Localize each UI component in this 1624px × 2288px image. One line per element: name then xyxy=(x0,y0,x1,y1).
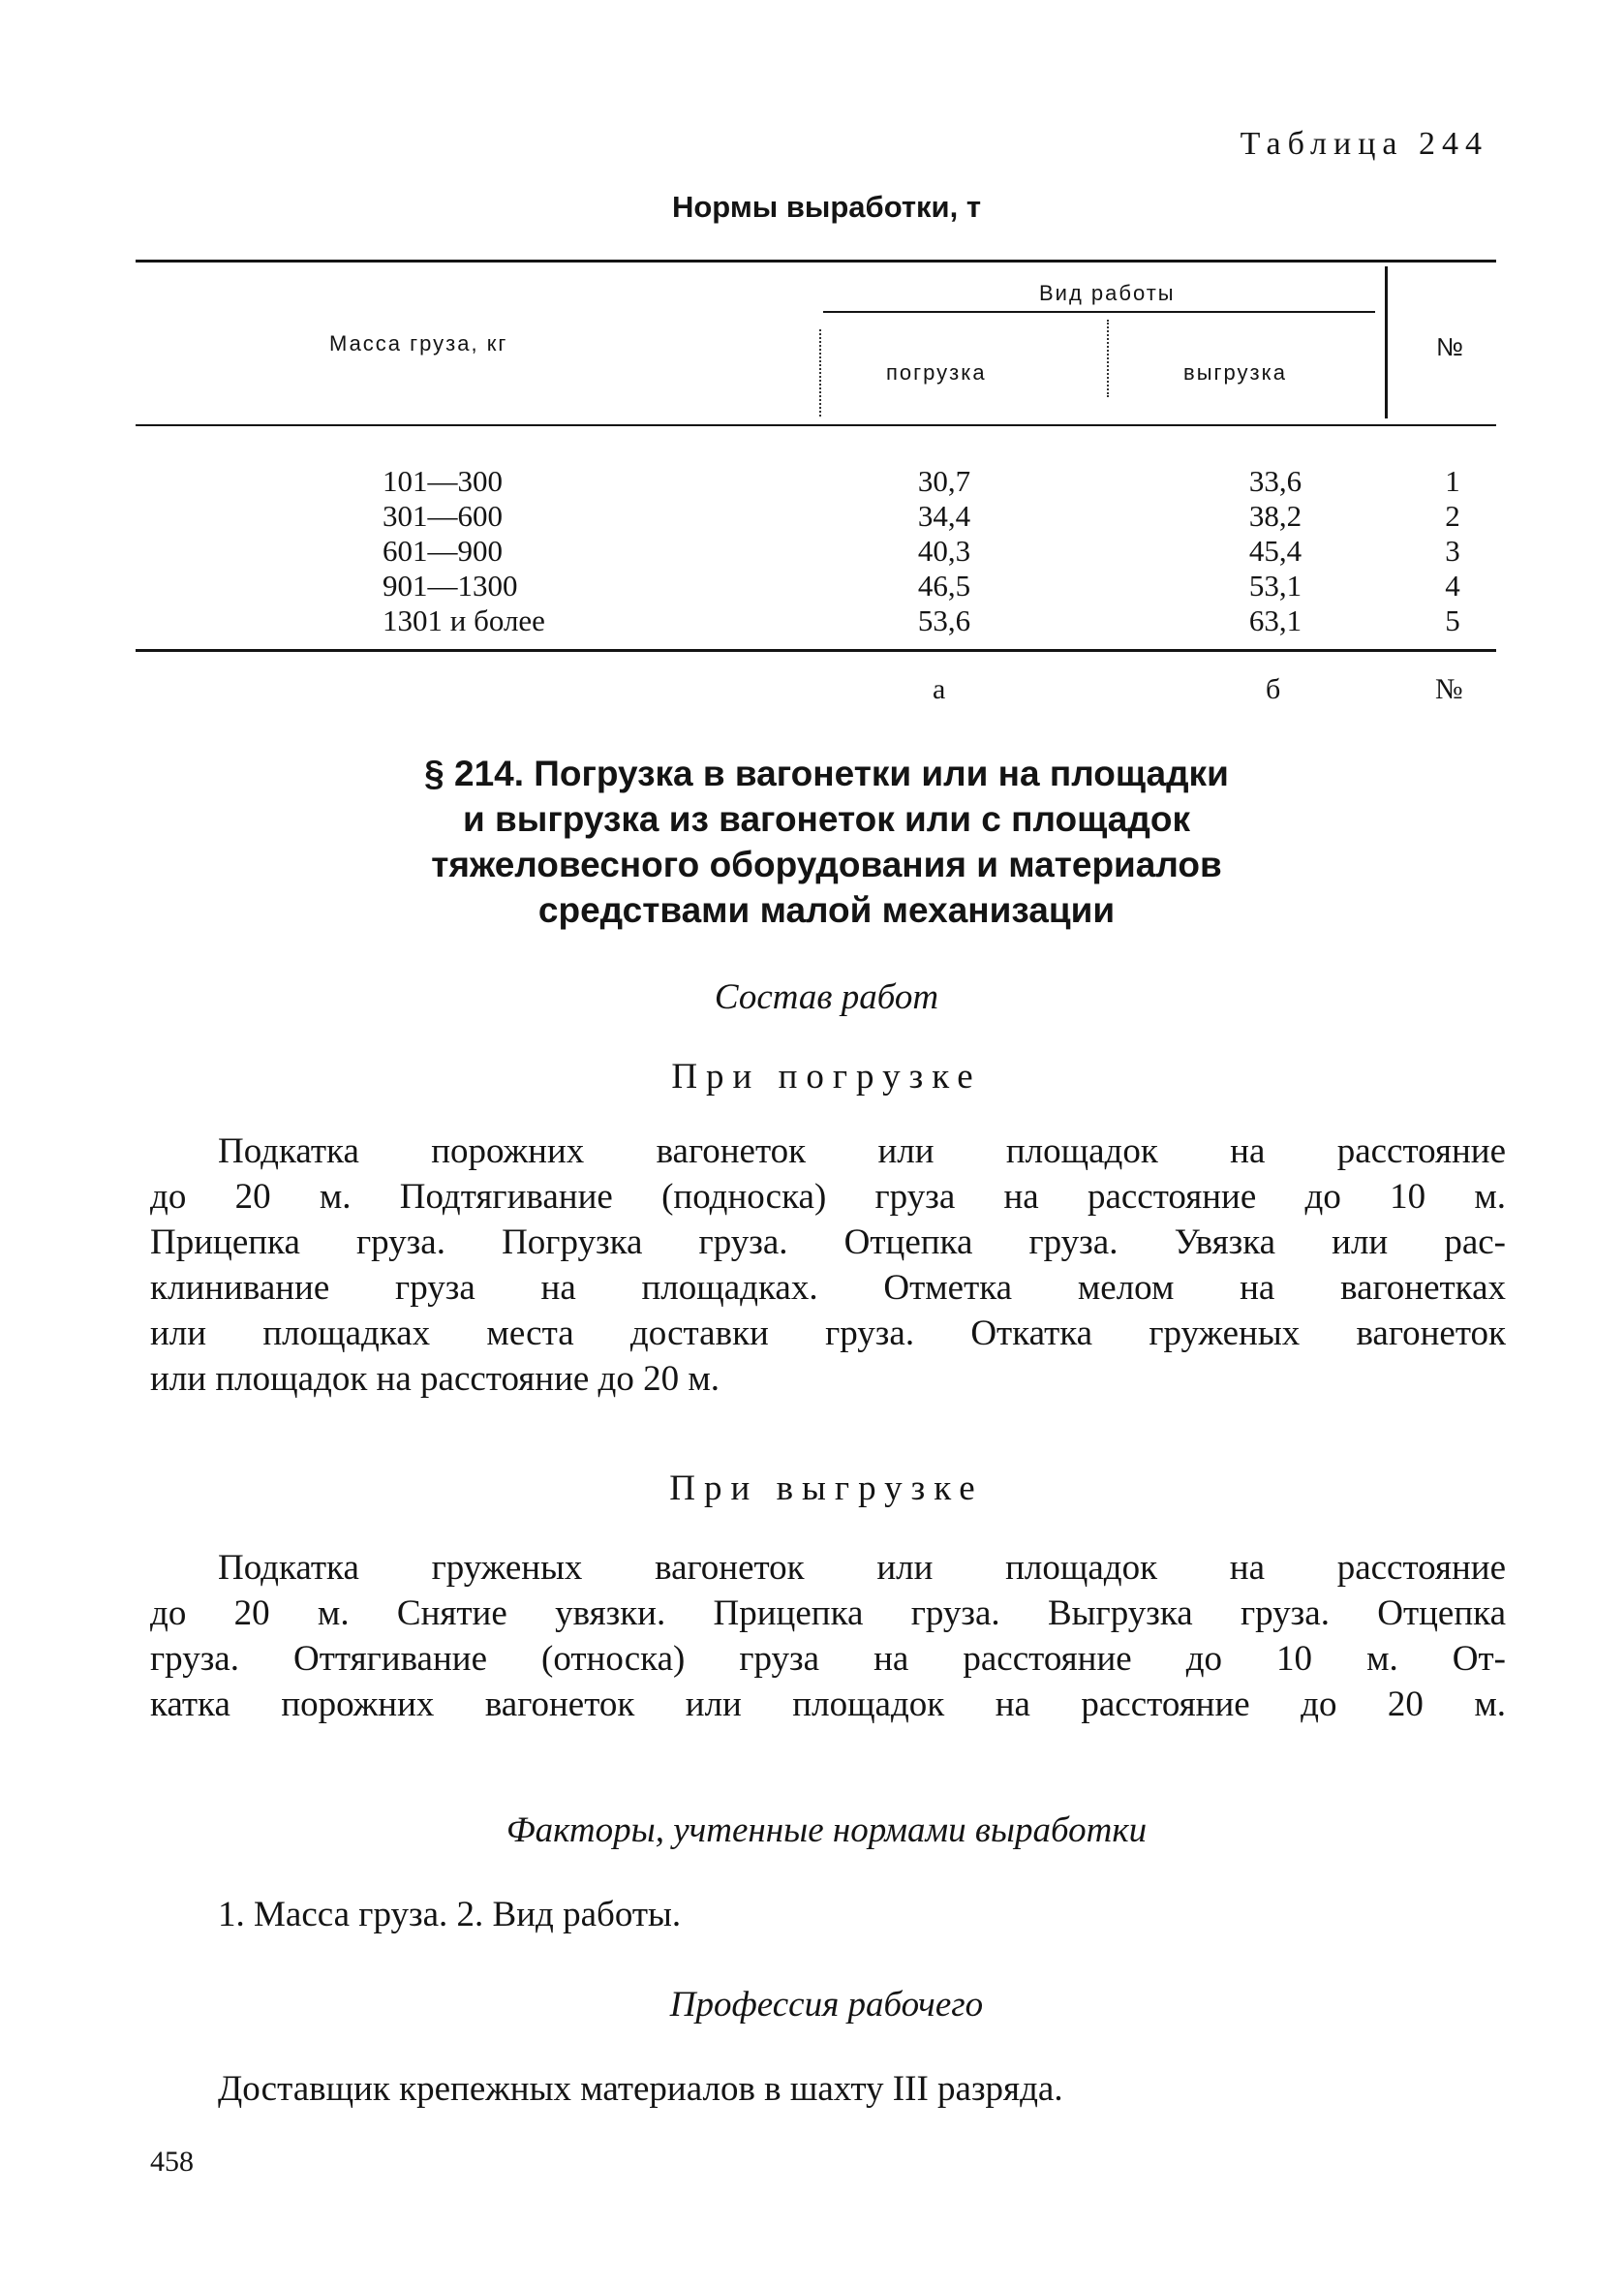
cell-num: 3 xyxy=(1445,534,1460,568)
profession-text: Доставщик крепежных материалов в шахту III разряда. xyxy=(218,2069,1063,2109)
paragraph-line: катка порожних вагонеток или площадок на расстояние до 20 м. xyxy=(150,1685,1506,1724)
cell-load: 30,7 xyxy=(917,464,971,498)
factors-heading: Факторы, учтенные нормами выработки xyxy=(506,1810,1148,1850)
paragraph-line: до 20 м. Подтягивание (подноска) груза на расстояние до 10 м. xyxy=(150,1177,1506,1217)
loading-paragraph xyxy=(150,1129,1506,1402)
cell-unload: 63,1 xyxy=(1248,603,1302,637)
section-title-line: тяжеловесного оборудования и материалов xyxy=(431,845,1222,884)
paragraph-line: Подкатка порожних вагонеток или площадок на расстояние xyxy=(218,1131,1506,1171)
section-title-line: и выгрузка из вагонеток или с площадок xyxy=(463,799,1190,839)
paragraph-line: груза. Оттягивание (относка) груза на расстояние до 10 м. От- xyxy=(150,1639,1506,1679)
header-mass: Масса груза, кг xyxy=(329,331,508,356)
header-unload: выгрузка xyxy=(1183,360,1287,385)
cell-unload: 38,2 xyxy=(1248,499,1302,533)
paragraph-line: или площадках места доставки груза. Откатка груженых вагонеток xyxy=(150,1314,1506,1353)
cell-num: 1 xyxy=(1445,464,1460,498)
cell-mass: 1301 и более xyxy=(383,603,545,637)
paragraph-line: или площадок на расстояние до 20 м. xyxy=(150,1359,720,1399)
load-column-divider xyxy=(819,329,821,417)
unload-column-divider xyxy=(1107,320,1109,397)
work-type-rule xyxy=(823,311,1375,313)
cell-mass: 101—300 xyxy=(383,464,503,498)
loading-heading: При погрузке xyxy=(671,1057,982,1097)
factors-text: 1. Масса груза. 2. Вид работы. xyxy=(218,1895,682,1934)
footer-num: № xyxy=(1435,673,1463,705)
header-bottom-rule xyxy=(136,424,1496,426)
paragraph-line: до 20 м. Снятие увязки. Прицепка груза. Выгрузка груза. Отцепка xyxy=(150,1593,1506,1633)
table-label: Таблица 244 xyxy=(1240,126,1488,162)
cell-load: 53,6 xyxy=(917,603,971,637)
section-title xyxy=(0,751,1624,933)
footer-unload: б xyxy=(1266,673,1281,705)
cell-num: 2 xyxy=(1445,499,1460,533)
header-work-type: Вид работы xyxy=(1039,281,1176,305)
paragraph-line: Подкатка груженых вагонеток или площадок на расстояние xyxy=(218,1548,1506,1588)
cell-mass: 901—1300 xyxy=(383,569,518,603)
num-column-divider xyxy=(1385,266,1388,418)
table-top-rule xyxy=(136,260,1496,263)
table-title: Нормы выработки, т xyxy=(671,190,982,224)
footer-load: а xyxy=(933,673,946,705)
unloading-heading: При выгрузке xyxy=(669,1469,984,1508)
cell-num: 5 xyxy=(1445,603,1460,637)
paragraph-line: Прицепка груза. Погрузка груза. Отцепка груза. Увязка или рас- xyxy=(150,1222,1506,1262)
cell-unload: 53,1 xyxy=(1248,569,1302,603)
unloading-paragraph xyxy=(150,1545,1506,1727)
composition-heading: Состав работ xyxy=(714,977,939,1017)
paragraph-line: клинивание груза на площадках. Отметка мелом на вагонетках xyxy=(150,1268,1506,1308)
section-title-line: средствами малой механизации xyxy=(537,890,1116,930)
profession-heading: Профессия рабочего xyxy=(669,1985,984,2025)
cell-load: 40,3 xyxy=(917,534,971,568)
cell-load: 34,4 xyxy=(917,499,971,533)
cell-unload: 45,4 xyxy=(1248,534,1302,568)
page-number: 458 xyxy=(150,2146,194,2178)
body-bottom-rule xyxy=(136,649,1496,652)
cell-load: 46,5 xyxy=(917,569,971,603)
cell-num: 4 xyxy=(1445,569,1460,603)
section-title-line: § 214. Погрузка в вагонетки или на площадки xyxy=(424,754,1229,793)
cell-unload: 33,6 xyxy=(1248,464,1302,498)
cell-mass: 601—900 xyxy=(383,534,503,568)
header-load: погрузка xyxy=(886,360,987,385)
header-num: № xyxy=(1436,332,1465,361)
cell-mass: 301—600 xyxy=(383,499,503,533)
